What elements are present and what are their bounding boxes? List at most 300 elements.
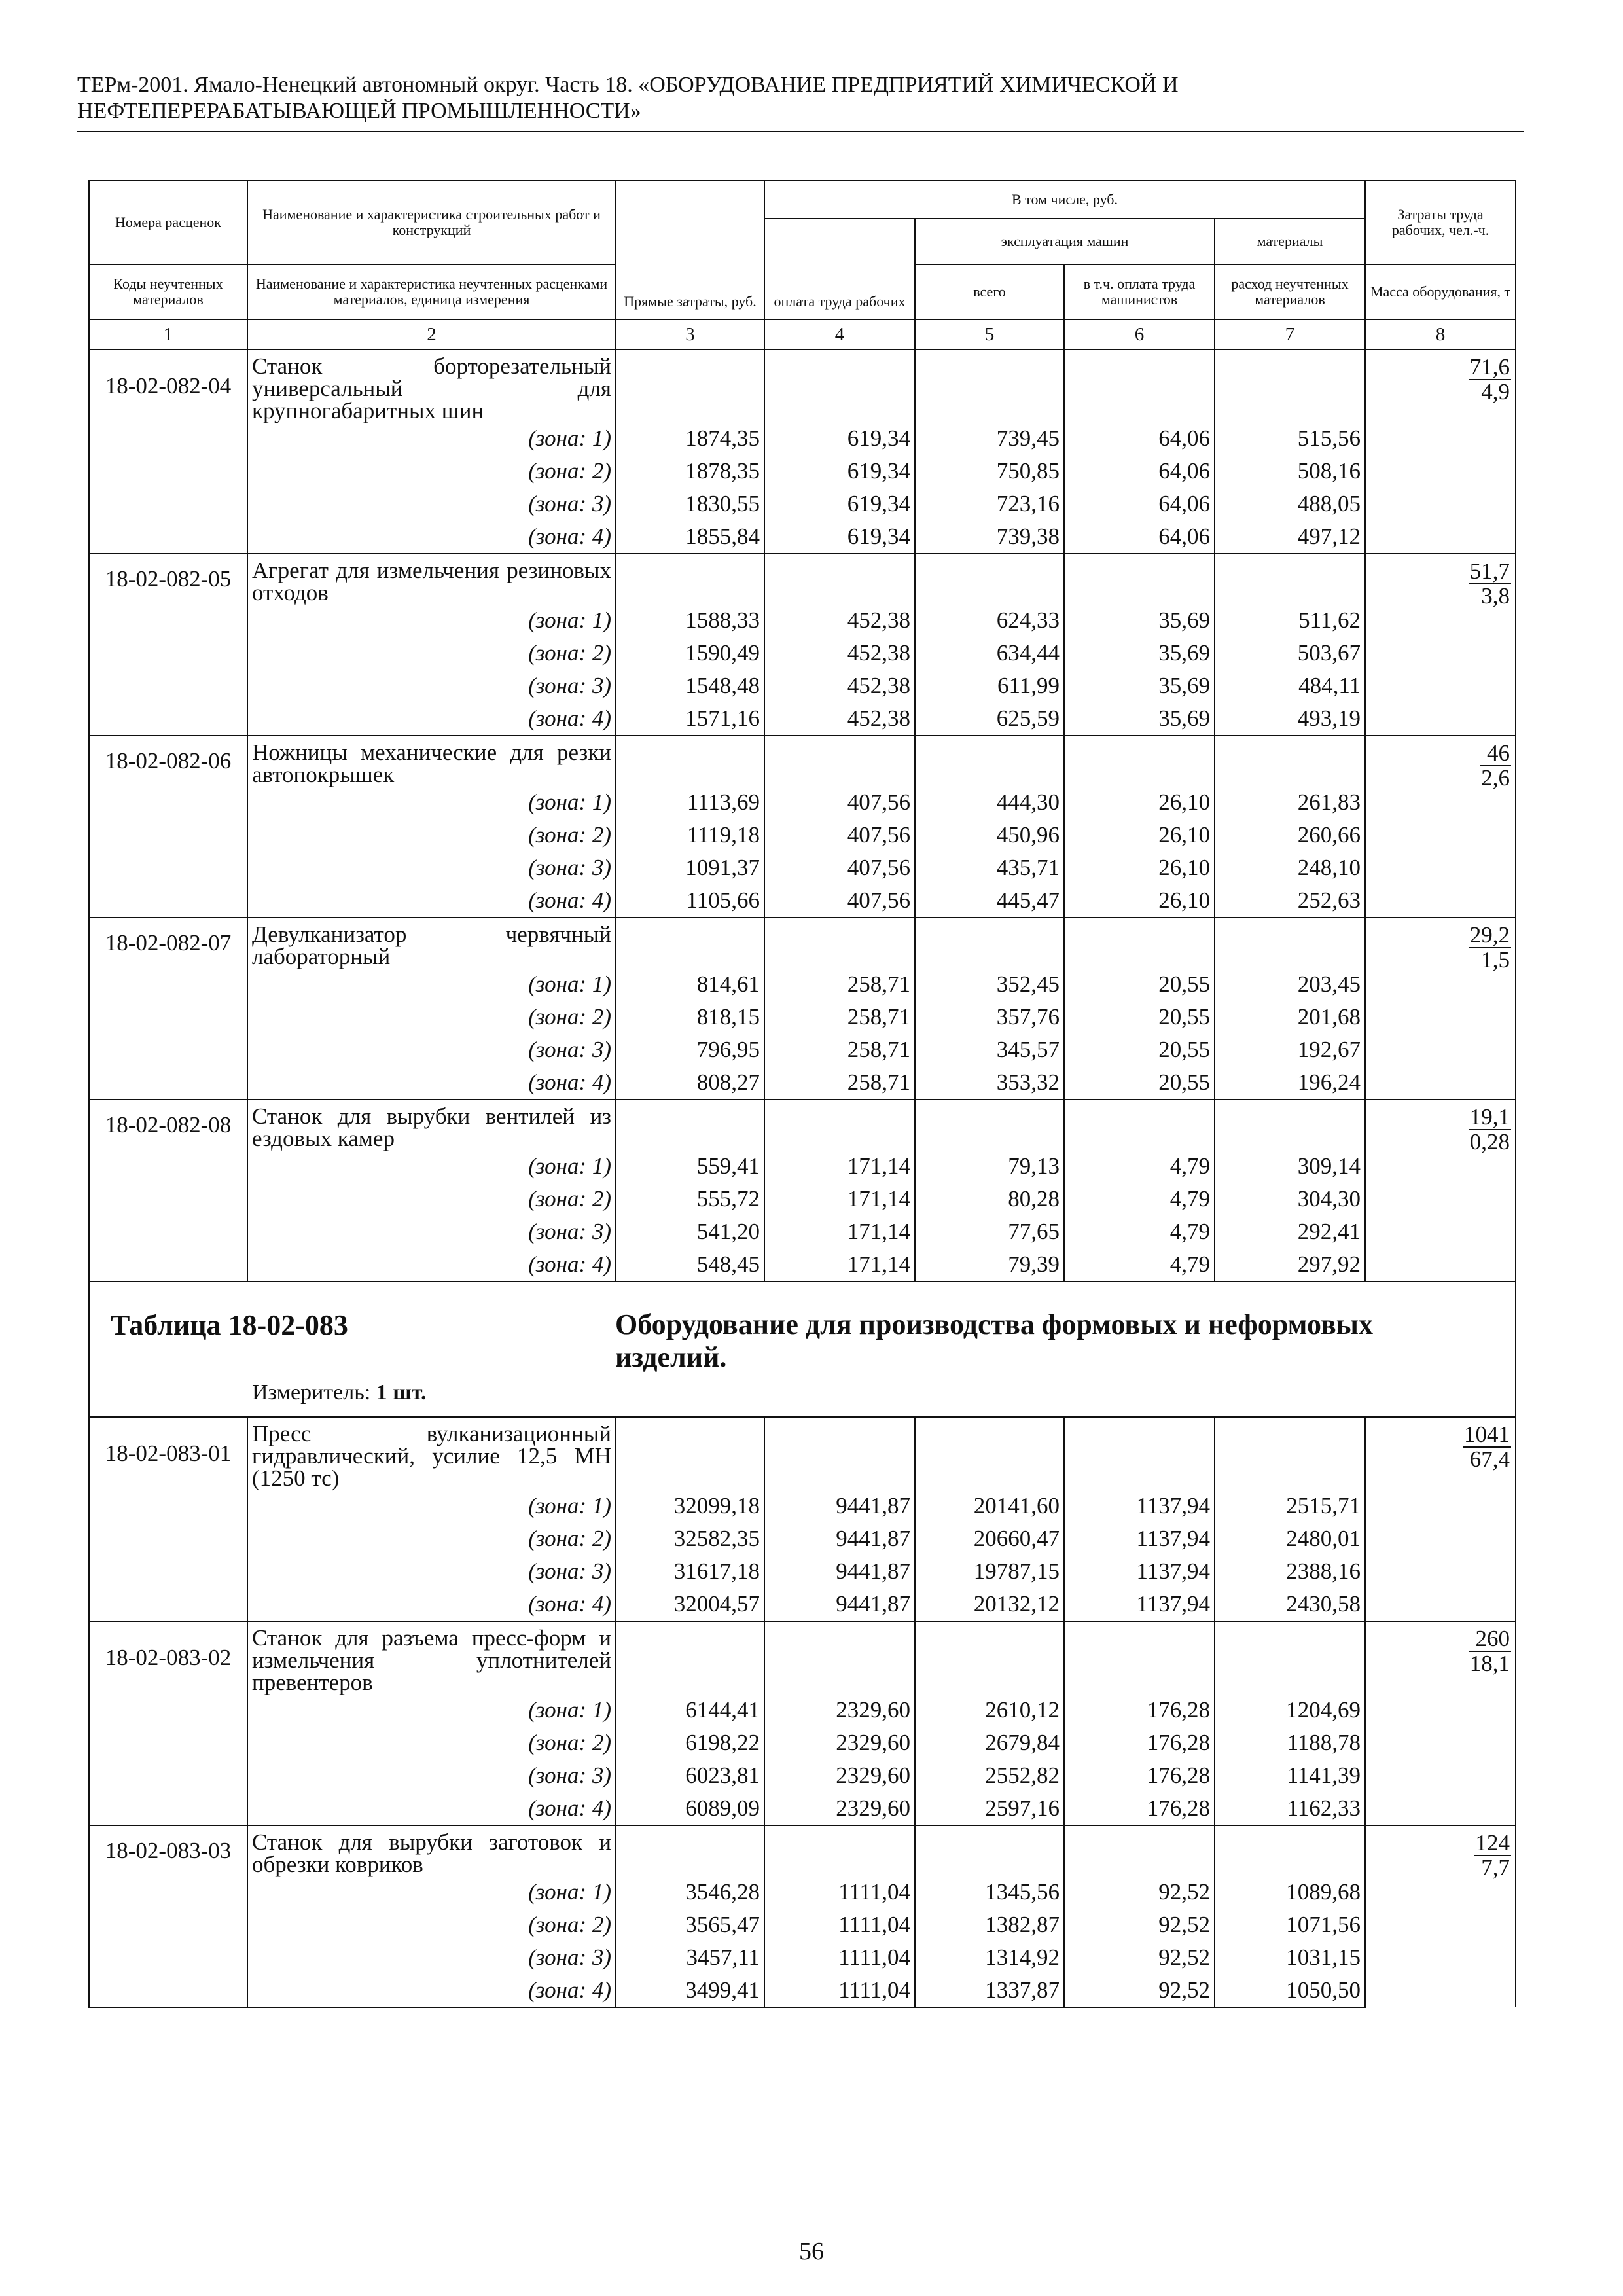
zone-value: 20141,60	[915, 1490, 1064, 1522]
zone-label: (зона: 2)	[247, 819, 616, 852]
running-header-line-2: НЕФТЕПЕРЕРАБАТЫВАЮЩЕЙ ПРОМЫШЛЕННОСТИ»	[77, 99, 641, 123]
zone-value: 1137,94	[1064, 1522, 1215, 1555]
zone-value: 739,45	[915, 422, 1064, 455]
zone-value: 624,33	[915, 604, 1064, 637]
mass-value: 67,4	[1469, 1446, 1510, 1472]
zone-value: 2329,60	[764, 1792, 915, 1825]
empty-cell	[915, 1621, 1064, 1694]
labor-over-mass	[1469, 1627, 1511, 1676]
rate-code: 18-02-083-01	[89, 1417, 247, 1490]
zone-value: 1050,50	[1215, 1974, 1365, 2007]
empty-cell	[764, 1100, 915, 1150]
zone-value: 497,12	[1215, 520, 1365, 554]
zone-value: 2430,58	[1215, 1588, 1365, 1621]
zone-value: 292,41	[1215, 1215, 1365, 1248]
empty-cell	[915, 1417, 1064, 1490]
empty-cell	[1215, 1825, 1365, 1876]
mass-value: 0,28	[1469, 1129, 1510, 1155]
empty-cell	[89, 670, 247, 702]
zone-value: 1091,37	[616, 852, 764, 884]
unit-value: 1 шт.	[376, 1380, 427, 1405]
zone-value: 407,56	[764, 786, 915, 819]
zone-value: 1031,15	[1215, 1941, 1365, 1974]
zone-label: (зона: 3)	[247, 1555, 616, 1588]
mass-value: 18,1	[1469, 1651, 1510, 1676]
zone-value: 1111,04	[764, 1974, 915, 2007]
zone-value: 171,14	[764, 1183, 915, 1215]
col-materials: материалы	[1215, 219, 1365, 264]
rate-row	[89, 1100, 1516, 1150]
zone-value: 64,06	[1064, 488, 1215, 520]
empty-cell	[89, 1727, 247, 1759]
zone-value: 488,05	[1215, 488, 1365, 520]
zone-value: 171,14	[764, 1150, 915, 1183]
zone-row	[89, 455, 1516, 488]
empty-cell	[616, 918, 764, 968]
labor-mass-cell	[1365, 1621, 1516, 1825]
zone-row	[89, 604, 1516, 637]
running-header-line-1: ТЕРм-2001. Ямало-Ненецкий автономный округ. Часть 18. «ОБОРУДОВАНИЕ ПРЕДПРИЯТИЙ ХИМИЧЕСКОЙ И	[77, 73, 1179, 97]
header-rule	[77, 131, 1524, 132]
zone-row	[89, 1066, 1516, 1100]
zone-value: 739,38	[915, 520, 1064, 554]
zone-label: (зона: 3)	[247, 1941, 616, 1974]
rate-code: 18-02-082-05	[89, 554, 247, 604]
zone-value: 92,52	[1064, 1909, 1215, 1941]
zone-row	[89, 1001, 1516, 1033]
zone-value: 559,41	[616, 1150, 764, 1183]
zone-value: 515,56	[1215, 422, 1365, 455]
table-number: Таблица 18-02-083	[111, 1309, 348, 1341]
zone-value: 20660,47	[915, 1522, 1064, 1555]
empty-cell	[915, 736, 1064, 786]
zone-value: 6023,81	[616, 1759, 764, 1792]
zone-value: 196,24	[1215, 1066, 1365, 1100]
zone-label: (зона: 3)	[247, 1759, 616, 1792]
col-consumption: расход неучтенных материалов	[1215, 264, 1365, 319]
empty-cell	[89, 884, 247, 918]
rate-row	[89, 1621, 1516, 1694]
zone-row	[89, 670, 1516, 702]
zone-value: 35,69	[1064, 702, 1215, 736]
zone-value: 31617,18	[616, 1555, 764, 1588]
zone-value: 64,06	[1064, 520, 1215, 554]
zone-value: 26,10	[1064, 819, 1215, 852]
labor-value: 1041	[1464, 1422, 1510, 1447]
empty-cell	[89, 422, 247, 455]
zone-value: 1113,69	[616, 786, 764, 819]
empty-cell	[89, 1588, 247, 1621]
zone-value: 4,79	[1064, 1248, 1215, 1282]
zone-value: 20,55	[1064, 1066, 1215, 1100]
zone-row	[89, 884, 1516, 918]
rate-name: Станок для вырубки заготовок и обрезки ковриков	[247, 1825, 616, 1876]
empty-cell	[1064, 554, 1215, 604]
zone-value: 452,38	[764, 637, 915, 670]
empty-cell	[89, 1694, 247, 1727]
empty-cell	[1064, 1100, 1215, 1150]
zone-value: 176,28	[1064, 1694, 1215, 1727]
zone-value: 79,13	[915, 1150, 1064, 1183]
empty-cell	[616, 1100, 764, 1150]
zone-value: 407,56	[764, 819, 915, 852]
zone-value: 2329,60	[764, 1759, 915, 1792]
zone-value: 20132,12	[915, 1588, 1064, 1621]
zone-value: 541,20	[616, 1215, 764, 1248]
zone-label: (зона: 4)	[247, 1588, 616, 1621]
col-number: 5	[915, 319, 1064, 350]
col-name: Наименование и характеристика строительных работ и конструкций	[247, 181, 616, 264]
zone-label: (зона: 4)	[247, 1066, 616, 1100]
labor-mass-cell	[1365, 350, 1516, 554]
labor-value: 29,2	[1469, 922, 1510, 948]
empty-cell	[89, 1215, 247, 1248]
zone-value: 548,45	[616, 1248, 764, 1282]
zone-value: 452,38	[764, 604, 915, 637]
zone-row	[89, 422, 1516, 455]
zone-label: (зона: 4)	[247, 1792, 616, 1825]
zone-label: (зона: 2)	[247, 1001, 616, 1033]
rate-code: 18-02-082-04	[89, 350, 247, 422]
zone-row	[89, 1490, 1516, 1522]
mass-value: 2,6	[1481, 765, 1510, 791]
zone-value: 2388,16	[1215, 1555, 1365, 1588]
rate-row	[89, 918, 1516, 968]
empty-cell	[89, 1183, 247, 1215]
zone-value: 2597,16	[915, 1792, 1064, 1825]
empty-cell	[89, 1248, 247, 1282]
zone-row	[89, 488, 1516, 520]
running-header	[77, 72, 1517, 124]
mass-value: 3,8	[1481, 583, 1510, 609]
empty-cell	[616, 554, 764, 604]
zone-value: 634,44	[915, 637, 1064, 670]
empty-cell	[764, 1621, 915, 1694]
rate-name: Станок для разъема пресс-форм и измельчения уплотнителей превентеров	[247, 1621, 616, 1694]
zone-label: (зона: 3)	[247, 1033, 616, 1066]
labor-mass-cell	[1365, 554, 1516, 736]
zone-value: 35,69	[1064, 670, 1215, 702]
zone-value: 2610,12	[915, 1694, 1064, 1727]
labor-over-mass	[1469, 924, 1511, 972]
zone-value: 92,52	[1064, 1974, 1215, 2007]
zone-value: 258,71	[764, 1066, 915, 1100]
zone-label: (зона: 4)	[247, 884, 616, 918]
empty-cell	[89, 819, 247, 852]
zone-label: (зона: 2)	[247, 1183, 616, 1215]
zone-value: 508,16	[1215, 455, 1365, 488]
zone-value: 1548,48	[616, 670, 764, 702]
zone-row	[89, 1555, 1516, 1588]
rate-name: Ножницы механические для резки автопокрышек	[247, 736, 616, 786]
zone-value: 9441,87	[764, 1588, 915, 1621]
page-number: 56	[799, 2238, 824, 2265]
zone-label: (зона: 3)	[247, 488, 616, 520]
zone-value: 171,14	[764, 1215, 915, 1248]
zone-label: (зона: 1)	[247, 1876, 616, 1909]
empty-cell	[616, 1825, 764, 1876]
zone-value: 258,71	[764, 968, 915, 1001]
empty-cell	[89, 968, 247, 1001]
labor-over-mass	[1463, 1423, 1511, 1471]
rate-code: 18-02-083-02	[89, 1621, 247, 1694]
zone-value: 92,52	[1064, 1876, 1215, 1909]
empty-cell	[915, 1100, 1064, 1150]
zone-row	[89, 702, 1516, 736]
zone-value: 484,11	[1215, 670, 1365, 702]
empty-cell	[89, 1909, 247, 1941]
zone-value: 3457,11	[616, 1941, 764, 1974]
rate-row	[89, 1417, 1516, 1490]
zone-value: 77,65	[915, 1215, 1064, 1248]
rate-name: Пресс вулканизационный гидравлический, усилие 12,5 МН (1250 тс)	[247, 1417, 616, 1490]
zone-value: 750,85	[915, 455, 1064, 488]
labor-mass-cell	[1365, 1417, 1516, 1621]
empty-cell	[89, 604, 247, 637]
zone-value: 6144,41	[616, 1694, 764, 1727]
zone-value: 452,38	[764, 670, 915, 702]
zone-row	[89, 1150, 1516, 1183]
zone-row	[89, 968, 1516, 1001]
zone-value: 6198,22	[616, 1727, 764, 1759]
table-18-02-082-rows	[89, 350, 1516, 1282]
zone-label: (зона: 3)	[247, 1215, 616, 1248]
empty-cell	[89, 786, 247, 819]
col-in-total: В том числе, руб.	[764, 181, 1365, 219]
zone-value: 258,71	[764, 1033, 915, 1066]
zone-value: 503,67	[1215, 637, 1365, 670]
zone-row	[89, 1033, 1516, 1066]
zone-value: 32099,18	[616, 1490, 764, 1522]
zone-value: 4,79	[1064, 1215, 1215, 1248]
empty-cell	[89, 637, 247, 670]
zone-value: 1119,18	[616, 819, 764, 852]
empty-cell	[89, 1876, 247, 1909]
zone-row	[89, 1183, 1516, 1215]
zone-row	[89, 520, 1516, 554]
zone-value: 260,66	[1215, 819, 1365, 852]
unit-of-measure	[252, 1380, 427, 1405]
zone-value: 26,10	[1064, 852, 1215, 884]
zone-value: 304,30	[1215, 1183, 1365, 1215]
zone-label: (зона: 1)	[247, 968, 616, 1001]
zone-value: 35,69	[1064, 637, 1215, 670]
zone-value: 407,56	[764, 884, 915, 918]
empty-cell	[915, 350, 1064, 422]
table-18-02-083-rows	[89, 1417, 1516, 2007]
col-total: всего	[915, 264, 1064, 319]
rate-row	[89, 1825, 1516, 1876]
zone-value: 407,56	[764, 852, 915, 884]
rate-code: 18-02-082-07	[89, 918, 247, 968]
zone-label: (зона: 3)	[247, 670, 616, 702]
zone-row	[89, 1694, 1516, 1727]
empty-cell	[89, 1001, 247, 1033]
zone-value: 20,55	[1064, 1033, 1215, 1066]
empty-cell	[1064, 1825, 1215, 1876]
zone-value: 1111,04	[764, 1876, 915, 1909]
zone-row	[89, 1215, 1516, 1248]
zone-row	[89, 852, 1516, 884]
zone-value: 619,34	[764, 520, 915, 554]
zone-value: 20,55	[1064, 968, 1215, 1001]
zone-value: 611,99	[915, 670, 1064, 702]
zone-label: (зона: 1)	[247, 422, 616, 455]
zone-value: 9441,87	[764, 1522, 915, 1555]
zone-value: 2329,60	[764, 1694, 915, 1727]
col-unaccounted-name: Наименование и характеристика неучтенных расценками материалов, единица измерения	[247, 264, 616, 319]
zone-value: 192,67	[1215, 1033, 1365, 1066]
zone-value: 2329,60	[764, 1727, 915, 1759]
empty-cell	[1064, 918, 1215, 968]
zone-value: 1590,49	[616, 637, 764, 670]
labor-mass-cell	[1365, 1100, 1516, 1282]
col-number: 6	[1064, 319, 1215, 350]
rate-code: 18-02-083-03	[89, 1825, 247, 1876]
rate-code: 18-02-082-06	[89, 736, 247, 786]
col-wage: оплата труда рабочих	[764, 219, 915, 319]
zone-value: 1337,87	[915, 1974, 1064, 2007]
zone-row	[89, 637, 1516, 670]
zone-value: 1878,35	[616, 455, 764, 488]
empty-cell	[764, 350, 915, 422]
zone-value: 171,14	[764, 1248, 915, 1282]
empty-cell	[915, 918, 1064, 968]
zone-value: 248,10	[1215, 852, 1365, 884]
empty-cell	[915, 554, 1064, 604]
zone-value: 1855,84	[616, 520, 764, 554]
zone-label: (зона: 2)	[247, 1522, 616, 1555]
zone-value: 26,10	[1064, 786, 1215, 819]
zone-row	[89, 1522, 1516, 1555]
empty-cell	[89, 1974, 247, 2007]
rate-name: Станок борторезательный универсальный для крупногабаритных шин	[247, 350, 616, 422]
table-title: Оборудование для производства формовых и неформовых изделий.	[615, 1308, 1373, 1373]
rate-row	[89, 350, 1516, 422]
zone-value: 1111,04	[764, 1909, 915, 1941]
zone-label: (зона: 2)	[247, 1909, 616, 1941]
zone-row	[89, 1792, 1516, 1825]
rate-name: Агрегат для измельчения резиновых отходов	[247, 554, 616, 604]
col-incl-wage: в т.ч. оплата труда машинистов	[1064, 264, 1215, 319]
zone-label: (зона: 4)	[247, 520, 616, 554]
zone-value: 619,34	[764, 422, 915, 455]
empty-cell	[1064, 1621, 1215, 1694]
zone-label: (зона: 1)	[247, 1694, 616, 1727]
zone-value: 3546,28	[616, 1876, 764, 1909]
zone-row	[89, 819, 1516, 852]
zone-value: 619,34	[764, 455, 915, 488]
zone-value: 723,16	[915, 488, 1064, 520]
zone-value: 493,19	[1215, 702, 1365, 736]
empty-cell	[89, 702, 247, 736]
zone-value: 625,59	[915, 702, 1064, 736]
empty-cell	[89, 455, 247, 488]
zone-value: 452,38	[764, 702, 915, 736]
zone-label: (зона: 1)	[247, 1150, 616, 1183]
zone-label: (зона: 2)	[247, 1727, 616, 1759]
labor-value: 51,7	[1469, 558, 1510, 584]
labor-over-mass	[1469, 560, 1511, 608]
zone-value: 444,30	[915, 786, 1064, 819]
zone-value: 3499,41	[616, 1974, 764, 2007]
zone-value: 20,55	[1064, 1001, 1215, 1033]
zone-label: (зона: 1)	[247, 1490, 616, 1522]
zone-label: (зона: 4)	[247, 702, 616, 736]
empty-cell	[89, 1555, 247, 1588]
empty-cell	[89, 1033, 247, 1066]
zone-value: 555,72	[616, 1183, 764, 1215]
empty-cell	[89, 520, 247, 554]
zone-value: 6089,09	[616, 1792, 764, 1825]
col-number: 8	[1365, 319, 1516, 350]
zone-value: 176,28	[1064, 1792, 1215, 1825]
zone-value: 1071,56	[1215, 1909, 1365, 1941]
empty-cell	[89, 1941, 247, 1974]
rate-row	[89, 736, 1516, 786]
empty-cell	[764, 918, 915, 968]
zone-value: 297,92	[1215, 1248, 1365, 1282]
empty-cell	[616, 350, 764, 422]
zone-value: 619,34	[764, 488, 915, 520]
zone-value: 2552,82	[915, 1759, 1064, 1792]
empty-cell	[764, 736, 915, 786]
empty-cell	[89, 1759, 247, 1792]
zone-value: 309,14	[1215, 1150, 1365, 1183]
empty-cell	[89, 1150, 247, 1183]
zone-label: (зона: 1)	[247, 786, 616, 819]
zone-value: 435,71	[915, 852, 1064, 884]
zone-value: 64,06	[1064, 422, 1215, 455]
col-number: 2	[247, 319, 616, 350]
zone-value: 1314,92	[915, 1941, 1064, 1974]
zone-value: 32582,35	[616, 1522, 764, 1555]
zone-value: 79,39	[915, 1248, 1064, 1282]
empty-cell	[616, 1621, 764, 1694]
unit-label: Измеритель:	[252, 1380, 371, 1405]
mass-value: 4,9	[1481, 379, 1510, 404]
labor-value: 19,1	[1469, 1104, 1510, 1130]
zone-value: 1345,56	[915, 1876, 1064, 1909]
zone-value: 1382,87	[915, 1909, 1064, 1941]
zone-value: 808,27	[616, 1066, 764, 1100]
labor-over-mass	[1469, 355, 1511, 404]
zone-value: 2679,84	[915, 1727, 1064, 1759]
zone-label: (зона: 1)	[247, 604, 616, 637]
zone-value: 4,79	[1064, 1183, 1215, 1215]
zone-value: 64,06	[1064, 455, 1215, 488]
empty-cell	[1215, 1621, 1365, 1694]
zone-label: (зона: 4)	[247, 1974, 616, 2007]
zone-value: 2515,71	[1215, 1490, 1365, 1522]
rate-code: 18-02-082-08	[89, 1100, 247, 1150]
empty-cell	[1215, 736, 1365, 786]
empty-cell	[1215, 1100, 1365, 1150]
zone-label: (зона: 2)	[247, 637, 616, 670]
labor-over-mass	[1474, 1831, 1512, 1880]
col-direct-costs: Прямые затраты, руб.	[616, 181, 764, 319]
empty-cell	[764, 1825, 915, 1876]
zone-value: 201,68	[1215, 1001, 1365, 1033]
labor-over-mass	[1469, 1105, 1511, 1154]
zone-value: 92,52	[1064, 1941, 1215, 1974]
zone-value: 353,32	[915, 1066, 1064, 1100]
zone-value: 176,28	[1064, 1759, 1215, 1792]
col-number: 3	[616, 319, 764, 350]
zone-value: 1111,04	[764, 1941, 915, 1974]
zone-value: 32004,57	[616, 1588, 764, 1621]
empty-cell	[1064, 350, 1215, 422]
